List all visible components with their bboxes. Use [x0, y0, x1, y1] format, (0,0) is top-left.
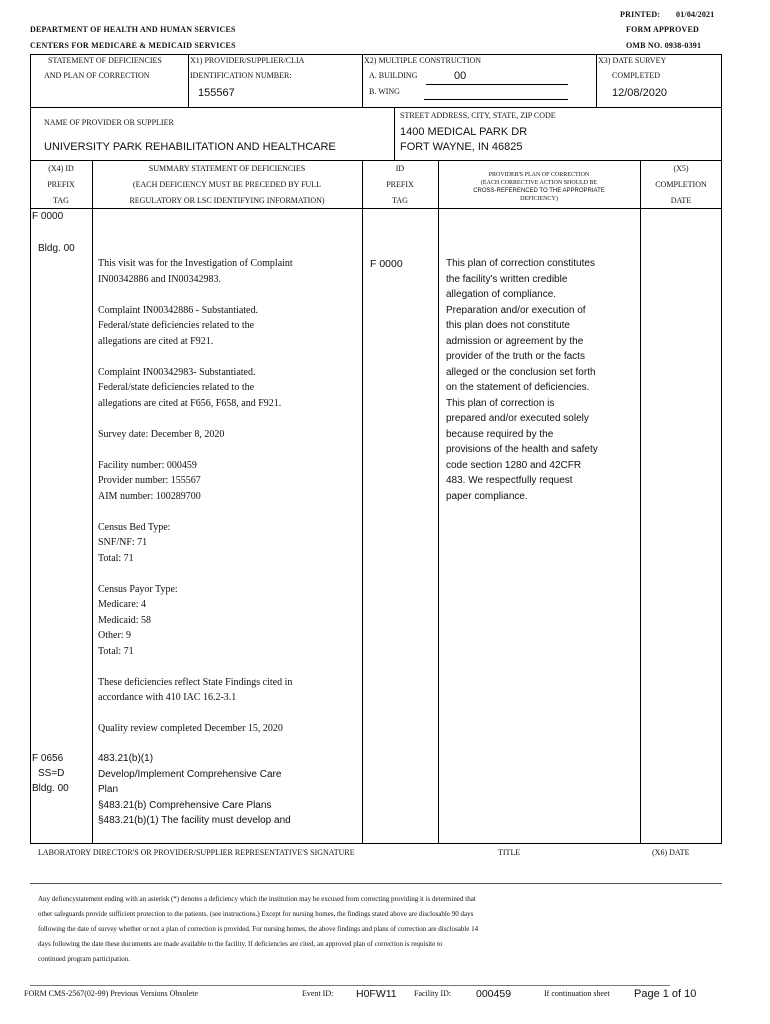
- id-header: ID: [395, 164, 405, 173]
- provider-name-label: NAME OF PROVIDER OR SUPPLIER: [44, 118, 174, 127]
- cms-name: CENTERS FOR MEDICARE & MEDICAID SERVICES: [30, 41, 236, 50]
- facility-id-label: Facility ID:: [414, 989, 452, 998]
- summary-header-2: (EACH DEFICIENCY MUST BE PRECEDED BY FULL: [132, 180, 322, 189]
- disclosure-footnote: Any defiencystatement ending with an asterisk (*) denotes a deficiency which the institution may be excused from correcting providing it is determined that other safeguards provide sufficient protection to the patients. (see instructions.) Except for nursing homes, the findings stated above are disclosable 90 days following the date of survey whether or not a plan of correction is provided. For nursing homes, the above findings and plans of correction are disclosable 14 days following the date these documents are made available to the facility. If deficiencies are cited, an approved plan of correction is requisite to continued program participation.: [38, 895, 479, 963]
- summary-header-3: REGULATORY OR LSC IDENTIFYING INFORMATION): [129, 196, 325, 205]
- scope-severity: SS=D: [38, 768, 65, 779]
- facility-id: 000459: [476, 988, 512, 1000]
- title-label: TITLE: [498, 848, 521, 857]
- survey-date: 12/08/2020: [612, 87, 668, 99]
- event-id: H0FW11: [356, 988, 397, 1000]
- signature-label: LABORATORY DIRECTOR'S OR PROVIDER/SUPPLIER REPRESENTATIVE'S SIGNATURE: [38, 848, 355, 857]
- x1-label: X1) PROVIDER/SUPPLIER/CLIA: [190, 56, 305, 65]
- printed-date: 01/04/2021: [676, 10, 715, 19]
- plan-header-3: CROSS-REFERENCED TO THE APPROPRIATE: [473, 188, 605, 194]
- x1-id-label: IDENTIFICATION NUMBER:: [190, 71, 292, 80]
- summary-text: This visit was for the Investigation of Complaint IN00342886 and IN00342983. Complaint IN00342886 - Substantiated. Federal/state deficiencies related to the allegations are cited at F921. Complaint IN00342983- Substantiated. Federal/state deficiencies related to the allegations are cited at F656, F658, and F921. Survey date: December 8, 2020 Facility number: 000459 Provider number: 155567 AIM number: 100289700 Census Bed Type: SNF/NF: 71 Total: 71 Census Payor Type: Medicare: 4 Medicaid: 58 Other: 9 Total: 71 These deficiencies reflect State Findings cited in accordance with 410 IAC 16.2-3.1 Quality review completed December 15, 2020: [98, 258, 293, 734]
- x4-tag: TAG: [53, 196, 69, 205]
- plan-header-4: DEFICIENCY): [520, 196, 558, 202]
- date-header: DATE: [670, 196, 692, 205]
- statement-label: STATEMENT OF DEFICIENCIES: [48, 56, 162, 65]
- completion-header: COMPLETION: [655, 180, 707, 189]
- plan-label: AND PLAN OF CORRECTION: [44, 71, 150, 80]
- form-approved: FORM APPROVED: [626, 25, 700, 34]
- tag-f0656: F 0656: [32, 753, 64, 764]
- x3-label: X3) DATE SURVEY: [598, 56, 667, 65]
- id-tag-f0000: F 0000: [370, 258, 403, 270]
- summary-header: SUMMARY STATEMENT OF DEFICIENCIES: [148, 164, 306, 173]
- provider-number: 155567: [198, 87, 235, 99]
- wing-label: B. WING: [369, 87, 400, 96]
- x6-date-label: (X6) DATE: [652, 848, 690, 857]
- plan-header-2: (EACH CORRECTIVE ACTION SHOULD BE: [480, 180, 598, 186]
- address-label: STREET ADDRESS, CITY, STATE, ZIP CODE: [400, 111, 556, 120]
- building-tag: Bldg. 00: [38, 243, 75, 254]
- event-id-label: Event ID:: [302, 989, 334, 998]
- completed-label: COMPLETED: [612, 71, 660, 80]
- x4-prefix: PREFIX: [47, 180, 75, 189]
- id-tag: TAG: [392, 196, 408, 205]
- page-number: Page 1 of 10: [634, 988, 697, 1000]
- address-line-1: 1400 MEDICAL PARK DR: [400, 126, 528, 138]
- provider-name: UNIVERSITY PARK REHABILITATION AND HEALTHCARE: [44, 141, 336, 153]
- printed-label: PRINTED:: [620, 10, 661, 19]
- f656-text: 483.21(b)(1) Develop/Implement Comprehensive Care Plan §483.21(b) Comprehensive Care Plans §483.21(b)(1) The facility must develop and: [98, 753, 291, 826]
- address-line-2: FORT WAYNE, IN 46825: [400, 141, 523, 153]
- building-value: 00: [454, 70, 467, 82]
- id-prefix: PREFIX: [386, 180, 414, 189]
- x4-header: (X4) ID: [48, 164, 74, 173]
- continuation-label: If continuation sheet: [544, 989, 610, 998]
- department-name: DEPARTMENT OF HEALTH AND HUMAN SERVICES: [30, 25, 236, 34]
- building-tag-2: Bldg. 00: [32, 783, 69, 794]
- form-number: FORM CMS-2567(02-99) Previous Versions Obsolete: [24, 989, 199, 998]
- tag-f0000: F 0000: [32, 211, 64, 222]
- plan-header: PROVIDER'S PLAN OF CORRECTION: [488, 172, 590, 178]
- x5-header: (X5): [673, 164, 689, 173]
- plan-of-correction-text: This plan of correction constitutes the facility's written credible allegation of compliance. Preparation and/or execution of this plan does not constitute admission or agreement by the provider of the truth or the facts alleged or the conclusion set forth on the statement of deficiencies. This plan of correction is prepared and/or executed solely because required by the provisions of the health and safety code section 1280 and 42CFR 483. We respectfully request paper compliance.: [446, 258, 598, 502]
- omb-number: OMB NO. 0938-0391: [626, 41, 702, 50]
- x2-label: X2) MULTIPLE CONSTRUCTION: [364, 56, 482, 65]
- building-label: A. BUILDING: [369, 71, 418, 80]
